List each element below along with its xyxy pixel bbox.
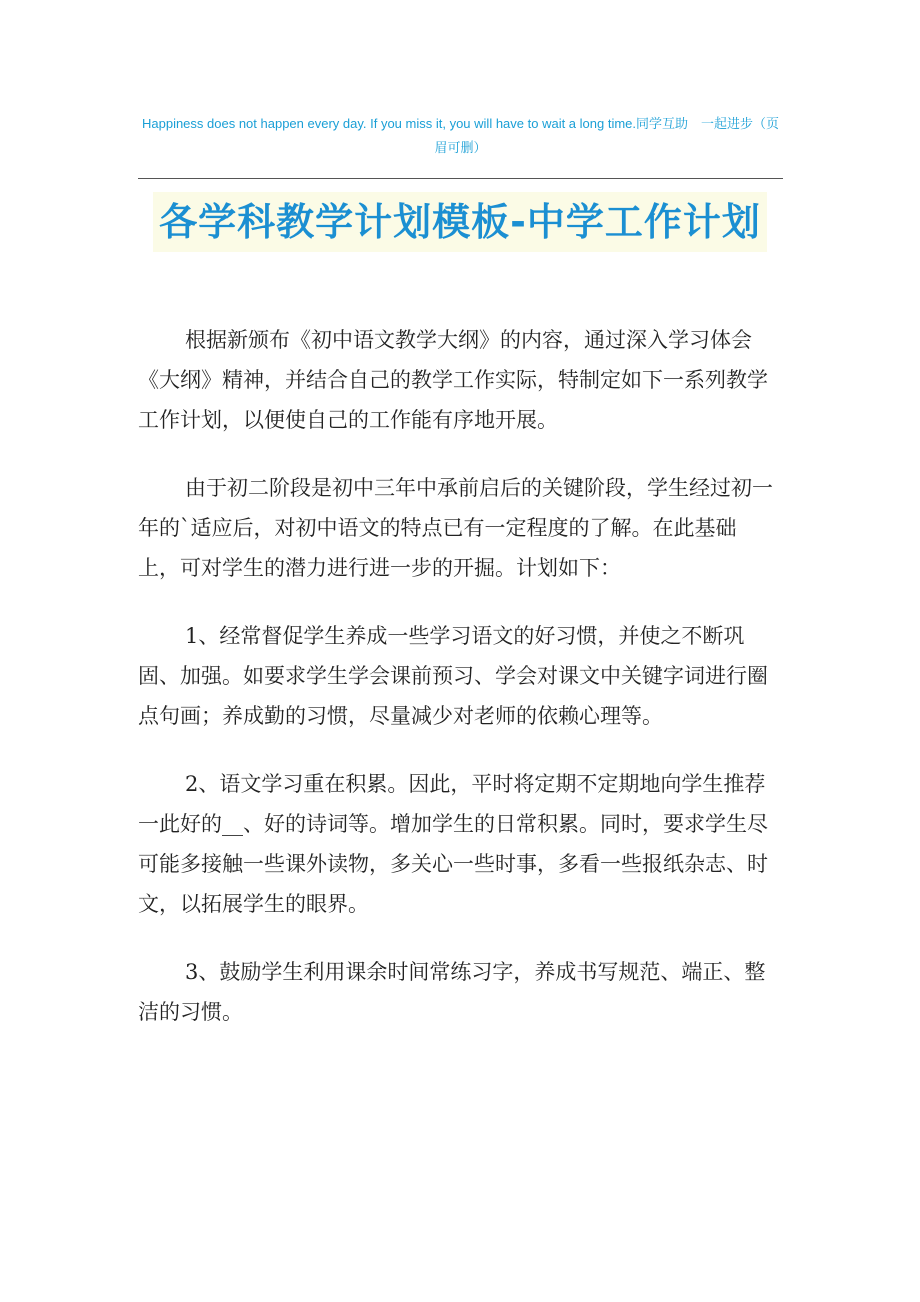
page-header: Happiness does not happen every day. If you miss it, you will have to wait a long time.同学互助 一起进步（页眉可删） (141, 116, 780, 155)
document-body (138, 320, 798, 1060)
paragraph-item-1: 1、经常督促学生养成一些学习语文的好习惯，并使之不断巩固、加强。如要求学生学会课前预习、学会对课文中关键字词进行圈点句画；养成勤的习惯，尽量减少对老师的依赖心理等。 (138, 624, 768, 728)
paragraph-background: 由于初二阶段是初中三年中承前启后的关键阶段，学生经过初一年的`适应后，对初中语文的特点已有一定程度的了解。在此基础上，可对学生的潜力进行进一步的开掘。计划如下： (138, 476, 773, 580)
title-container (0, 192, 920, 252)
paragraph-intro: 根据新颁布《初中语文教学大纲》的内容，通过深入学习体会《大纲》精神，并结合自己的教学工作实际，特制定如下一系列教学工作计划，以便使自己的工作能有序地开展。 (138, 328, 768, 432)
document-title: 各学科教学计划模板-中学工作计划 (153, 192, 767, 252)
header-divider (138, 178, 783, 179)
paragraph-item-2: 2、语文学习重在积累。因此，平时将定期不定期地向学生推荐一此好的__、好的诗词等。增加学生的日常积累。同时，要求学生尽可能多接触一些课外读物，多关心一些时事，多看一些报纸杂志、时文，以拓展学生的眼界。 (138, 772, 768, 916)
paragraph-item-3: 3、鼓励学生利用课余时间常练习字，养成书写规范、端正、整洁的习惯。 (138, 960, 766, 1024)
